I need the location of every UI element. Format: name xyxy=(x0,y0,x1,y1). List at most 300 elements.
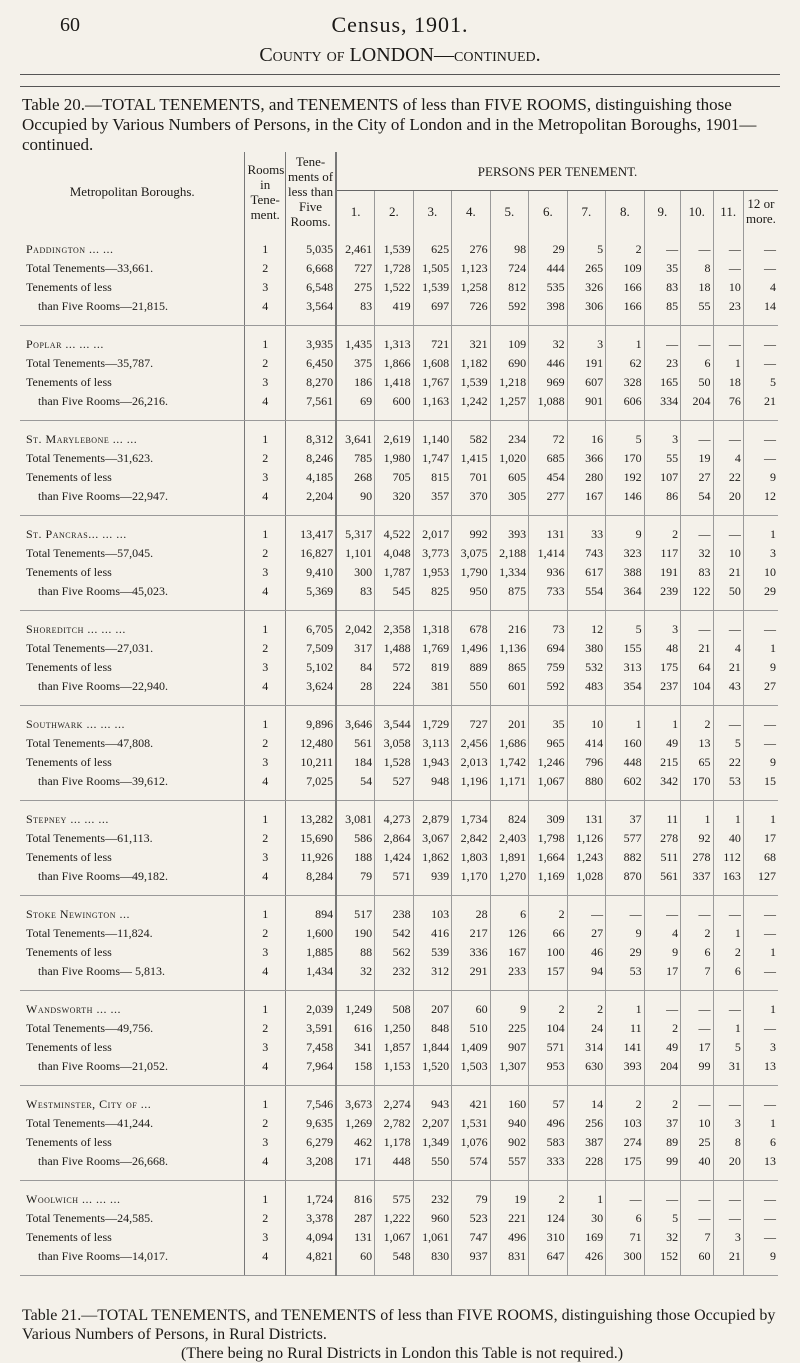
table-row xyxy=(20,1190,778,1209)
spacer-cell xyxy=(681,421,713,431)
persons-12-cell: 14 xyxy=(743,297,778,316)
persons-5-cell: 907 xyxy=(490,1038,529,1057)
spacer-cell xyxy=(713,601,743,611)
persons-2-cell: 238 xyxy=(375,905,414,924)
running-title: Census, 1901. xyxy=(331,12,469,37)
persons-4-cell: 1,123 xyxy=(452,259,491,278)
spacer-cell xyxy=(606,506,645,516)
persons-1-cell: 3,641 xyxy=(336,430,375,449)
rooms-cell: 4 xyxy=(245,392,286,411)
persons-5-cell: 109 xyxy=(490,335,529,354)
row-spacer xyxy=(20,886,778,896)
persons-5-cell: 601 xyxy=(490,677,529,696)
borough-label xyxy=(20,449,245,468)
spacer-cell xyxy=(245,231,286,240)
borough-label xyxy=(20,848,245,867)
persons-4-cell: 321 xyxy=(452,335,491,354)
persons-10-cell: — xyxy=(681,620,713,639)
persons-12-cell: — xyxy=(743,354,778,373)
persons-7-cell: — xyxy=(567,905,606,924)
table-row xyxy=(20,335,778,354)
spacer-cell xyxy=(285,1266,336,1276)
persons-12-cell: 9 xyxy=(743,658,778,677)
spacer-cell xyxy=(529,411,568,421)
borough-label xyxy=(20,544,245,563)
persons-10-cell: 17 xyxy=(681,1038,713,1057)
persons-8-cell: 146 xyxy=(606,487,645,506)
tenements-cell: 6,450 xyxy=(285,354,336,373)
table-row xyxy=(20,943,778,962)
borough-label xyxy=(20,639,245,658)
persons-2-cell: 448 xyxy=(375,1152,414,1171)
spacer-cell xyxy=(490,801,529,811)
spacer-cell xyxy=(713,1086,743,1096)
spacer-cell xyxy=(681,1171,713,1181)
persons-5-cell: 1,020 xyxy=(490,449,529,468)
persons-6-cell: 592 xyxy=(529,677,568,696)
persons-3-cell: 1,608 xyxy=(413,354,452,373)
row-spacer xyxy=(20,791,778,801)
borough-label xyxy=(20,734,245,753)
persons-6-cell: 685 xyxy=(529,449,568,468)
table-row xyxy=(20,240,778,259)
spacer-cell xyxy=(336,1076,375,1086)
persons-3-cell: 1,349 xyxy=(413,1133,452,1152)
spacer-cell xyxy=(285,791,336,801)
spacer-cell xyxy=(644,506,680,516)
spacer-cell xyxy=(743,516,778,526)
persons-5-cell: 1,742 xyxy=(490,753,529,772)
persons-5-cell: 9 xyxy=(490,1000,529,1019)
persons-9-cell: 32 xyxy=(644,1228,680,1247)
persons-10-cell: 25 xyxy=(681,1133,713,1152)
spacer-cell xyxy=(567,981,606,991)
borough-label xyxy=(20,1057,245,1076)
persons-6-cell: 733 xyxy=(529,582,568,601)
persons-3-cell: 3,113 xyxy=(413,734,452,753)
spacer-cell xyxy=(375,981,414,991)
spacer-cell xyxy=(452,611,491,621)
persons-9-cell: 11 xyxy=(644,810,680,829)
persons-7-cell: 314 xyxy=(567,1038,606,1057)
spacer-cell xyxy=(606,411,645,421)
persons-10-cell: 8 xyxy=(681,259,713,278)
persons-11-cell: — xyxy=(713,1095,743,1114)
spacer-cell xyxy=(413,1266,452,1276)
row-spacer xyxy=(20,706,778,716)
spacer-cell xyxy=(413,316,452,326)
persons-9-cell: 17 xyxy=(644,962,680,981)
persons-1-cell: 727 xyxy=(336,259,375,278)
persons-3-cell: 207 xyxy=(413,1000,452,1019)
persons-4-cell: 950 xyxy=(452,582,491,601)
spacer-cell xyxy=(245,991,286,1001)
spacer-cell xyxy=(336,506,375,516)
borough-label xyxy=(20,753,245,772)
persons-6-cell: 73 xyxy=(529,620,568,639)
persons-1-cell: 171 xyxy=(336,1152,375,1171)
spacer-cell xyxy=(681,896,713,906)
persons-9-cell: 117 xyxy=(644,544,680,563)
persons-9-cell: 3 xyxy=(644,430,680,449)
persons-5-cell: 225 xyxy=(490,1019,529,1038)
persons-2-cell: 548 xyxy=(375,1247,414,1266)
persons-5-cell: 831 xyxy=(490,1247,529,1266)
persons-5-cell: 233 xyxy=(490,962,529,981)
col-persons-4: 4. xyxy=(452,191,491,232)
spacer-cell xyxy=(285,1181,336,1191)
spacer-cell xyxy=(336,991,375,1001)
spacer-cell xyxy=(452,981,491,991)
spacer-cell xyxy=(20,611,245,621)
spacer-cell xyxy=(644,706,680,716)
persons-4-cell: 1,170 xyxy=(452,867,491,886)
spacer-cell xyxy=(285,1076,336,1086)
persons-12-cell: 1 xyxy=(743,810,778,829)
spacer-cell xyxy=(644,1086,680,1096)
persons-1-cell: 186 xyxy=(336,373,375,392)
persons-8-cell: 170 xyxy=(606,449,645,468)
persons-5-cell: 1,307 xyxy=(490,1057,529,1076)
spacer-cell xyxy=(245,696,286,706)
borough-label xyxy=(20,468,245,487)
spacer-cell xyxy=(743,886,778,896)
spacer-cell xyxy=(245,1171,286,1181)
persons-7-cell: 743 xyxy=(567,544,606,563)
persons-11-cell: — xyxy=(713,905,743,924)
persons-9-cell: — xyxy=(644,1190,680,1209)
persons-12-cell: — xyxy=(743,240,778,259)
persons-10-cell: — xyxy=(681,335,713,354)
spacer-cell xyxy=(567,896,606,906)
spacer-cell xyxy=(713,1266,743,1276)
persons-7-cell: 169 xyxy=(567,1228,606,1247)
tenements-cell: 13,282 xyxy=(285,810,336,829)
persons-4-cell: 1,076 xyxy=(452,1133,491,1152)
spacer-cell xyxy=(743,421,778,431)
persons-6-cell: 454 xyxy=(529,468,568,487)
persons-8-cell: — xyxy=(606,905,645,924)
persons-12-cell: — xyxy=(743,335,778,354)
persons-8-cell: 71 xyxy=(606,1228,645,1247)
spacer-cell xyxy=(452,1181,491,1191)
persons-2-cell: 575 xyxy=(375,1190,414,1209)
borough-total-line: Tenements of less xyxy=(26,945,112,959)
spacer-cell xyxy=(567,1086,606,1096)
persons-1-cell: 60 xyxy=(336,1247,375,1266)
persons-1-cell: 88 xyxy=(336,943,375,962)
borough-label xyxy=(20,943,245,962)
spacer-cell xyxy=(20,326,245,336)
spacer-cell xyxy=(681,611,713,621)
spacer-cell xyxy=(567,326,606,336)
tenements-cell: 3,378 xyxy=(285,1209,336,1228)
spacer-cell xyxy=(681,316,713,326)
persons-8-cell: 300 xyxy=(606,1247,645,1266)
persons-11-cell: 22 xyxy=(713,468,743,487)
persons-2-cell: 1,067 xyxy=(375,1228,414,1247)
tenements-cell: 1,724 xyxy=(285,1190,336,1209)
table-row xyxy=(20,1038,778,1057)
persons-7-cell: 414 xyxy=(567,734,606,753)
persons-3-cell: 1,061 xyxy=(413,1228,452,1247)
borough-label xyxy=(20,1114,245,1133)
borough-name: Poplar ... ... ... xyxy=(26,337,104,351)
spacer-cell xyxy=(452,326,491,336)
spacer-cell xyxy=(713,991,743,1001)
spacer-cell xyxy=(375,886,414,896)
tenements-cell: 3,564 xyxy=(285,297,336,316)
spacer-cell xyxy=(529,1086,568,1096)
table-row xyxy=(20,1152,778,1171)
persons-9-cell: 99 xyxy=(644,1152,680,1171)
persons-9-cell: 2 xyxy=(644,525,680,544)
borough-name: Westminster, City of ... xyxy=(26,1097,152,1111)
persons-5-cell: 1,171 xyxy=(490,772,529,791)
persons-1-cell: 517 xyxy=(336,905,375,924)
spacer-cell xyxy=(681,516,713,526)
persons-1-cell: 5,317 xyxy=(336,525,375,544)
spacer-cell xyxy=(413,991,452,1001)
persons-3-cell: 312 xyxy=(413,962,452,981)
spacer-cell xyxy=(644,896,680,906)
persons-7-cell: 10 xyxy=(567,715,606,734)
spacer-cell xyxy=(644,991,680,1001)
spacer-cell xyxy=(681,981,713,991)
spacer-cell xyxy=(681,801,713,811)
tenements-cell: 3,624 xyxy=(285,677,336,696)
persons-10-cell: 50 xyxy=(681,373,713,392)
spacer-cell xyxy=(606,981,645,991)
borough-total-line: Total Tenements—57,045. xyxy=(26,546,154,560)
tenements-cell: 7,546 xyxy=(285,1095,336,1114)
spacer-cell xyxy=(606,516,645,526)
tenements-cell: 1,434 xyxy=(285,962,336,981)
persons-6-cell: 1,798 xyxy=(529,829,568,848)
tenements-cell: 16,827 xyxy=(285,544,336,563)
table-row xyxy=(20,677,778,696)
rooms-cell: 2 xyxy=(245,354,286,373)
spacer-cell xyxy=(681,886,713,896)
spacer-cell xyxy=(606,421,645,431)
table-row xyxy=(20,259,778,278)
spacer-cell xyxy=(20,991,245,1001)
spacer-cell xyxy=(490,696,529,706)
persons-6-cell: 157 xyxy=(529,962,568,981)
borough-label xyxy=(20,1209,245,1228)
spacer-cell xyxy=(452,1086,491,1096)
spacer-cell xyxy=(529,326,568,336)
persons-4-cell: 726 xyxy=(452,297,491,316)
persons-2-cell: 1,424 xyxy=(375,848,414,867)
spacer-cell xyxy=(490,411,529,421)
persons-6-cell: 583 xyxy=(529,1133,568,1152)
spacer-cell xyxy=(336,611,375,621)
persons-11-cell: 4 xyxy=(713,639,743,658)
persons-12-cell: 3 xyxy=(743,544,778,563)
spacer-cell xyxy=(285,601,336,611)
persons-1-cell: 32 xyxy=(336,962,375,981)
persons-1-cell: 341 xyxy=(336,1038,375,1057)
persons-4-cell: 1,531 xyxy=(452,1114,491,1133)
persons-3-cell: 1,729 xyxy=(413,715,452,734)
spacer-cell xyxy=(713,316,743,326)
persons-1-cell: 158 xyxy=(336,1057,375,1076)
rooms-cell: 2 xyxy=(245,829,286,848)
spacer-cell xyxy=(245,1076,286,1086)
persons-11-cell: 53 xyxy=(713,772,743,791)
table-row xyxy=(20,297,778,316)
persons-11-cell: 3 xyxy=(713,1114,743,1133)
persons-6-cell: 936 xyxy=(529,563,568,582)
spacer-cell xyxy=(413,601,452,611)
persons-4-cell: 28 xyxy=(452,905,491,924)
persons-4-cell: 421 xyxy=(452,1095,491,1114)
spacer-cell xyxy=(644,801,680,811)
persons-4-cell: 1,196 xyxy=(452,772,491,791)
persons-3-cell: 1,862 xyxy=(413,848,452,867)
spacer-cell xyxy=(681,706,713,716)
row-spacer xyxy=(20,801,778,811)
row-spacer xyxy=(20,326,778,336)
persons-3-cell: 721 xyxy=(413,335,452,354)
persons-7-cell: 532 xyxy=(567,658,606,677)
tenements-cell: 7,458 xyxy=(285,1038,336,1057)
spacer-cell xyxy=(681,991,713,1001)
spacer-cell xyxy=(713,801,743,811)
spacer-cell xyxy=(413,706,452,716)
persons-4-cell: 550 xyxy=(452,677,491,696)
borough-label xyxy=(20,430,245,449)
persons-4-cell: 937 xyxy=(452,1247,491,1266)
spacer-cell xyxy=(375,316,414,326)
persons-3-cell: 830 xyxy=(413,1247,452,1266)
spacer-cell xyxy=(529,611,568,621)
spacer-cell xyxy=(413,1076,452,1086)
spacer-cell xyxy=(413,791,452,801)
persons-8-cell: 53 xyxy=(606,962,645,981)
persons-5-cell: 98 xyxy=(490,240,529,259)
persons-11-cell: 4 xyxy=(713,449,743,468)
spacer-cell xyxy=(245,1086,286,1096)
persons-5-cell: 126 xyxy=(490,924,529,943)
borough-total-line: Tenements of less xyxy=(26,1040,112,1054)
spacer-cell xyxy=(413,411,452,421)
persons-4-cell: 370 xyxy=(452,487,491,506)
table-row xyxy=(20,1000,778,1019)
spacer-cell xyxy=(606,611,645,621)
persons-4-cell: 523 xyxy=(452,1209,491,1228)
spacer-cell xyxy=(529,696,568,706)
persons-9-cell: 35 xyxy=(644,259,680,278)
persons-9-cell: 237 xyxy=(644,677,680,696)
spacer-cell xyxy=(743,1086,778,1096)
persons-9-cell: 49 xyxy=(644,1038,680,1057)
rooms-cell: 4 xyxy=(245,1152,286,1171)
persons-6-cell: 32 xyxy=(529,335,568,354)
persons-1-cell: 2,461 xyxy=(336,240,375,259)
persons-11-cell: — xyxy=(713,259,743,278)
table-row xyxy=(20,924,778,943)
persons-8-cell: 274 xyxy=(606,1133,645,1152)
persons-7-cell: 265 xyxy=(567,259,606,278)
persons-9-cell: 1 xyxy=(644,715,680,734)
borough-label xyxy=(20,1247,245,1266)
persons-5-cell: 557 xyxy=(490,1152,529,1171)
spacer-cell xyxy=(336,696,375,706)
persons-4-cell: 1,803 xyxy=(452,848,491,867)
persons-4-cell: 582 xyxy=(452,430,491,449)
persons-3-cell: 103 xyxy=(413,905,452,924)
borough-label xyxy=(20,1095,245,1114)
persons-8-cell: 313 xyxy=(606,658,645,677)
persons-5-cell: 167 xyxy=(490,943,529,962)
persons-10-cell: 19 xyxy=(681,449,713,468)
spacer-cell xyxy=(375,1076,414,1086)
spacer-cell xyxy=(452,411,491,421)
row-spacer xyxy=(20,611,778,621)
spacer-cell xyxy=(567,696,606,706)
tenements-cell: 3,591 xyxy=(285,1019,336,1038)
persons-7-cell: 630 xyxy=(567,1057,606,1076)
persons-6-cell: 759 xyxy=(529,658,568,677)
borough-name: Shoreditch ... ... ... xyxy=(26,622,126,636)
borough-total-line: Tenements of less xyxy=(26,660,112,674)
persons-10-cell: 10 xyxy=(681,1114,713,1133)
persons-3-cell: 381 xyxy=(413,677,452,696)
row-spacer xyxy=(20,696,778,706)
spacer-cell xyxy=(490,1171,529,1181)
rooms-cell: 4 xyxy=(245,1247,286,1266)
col-persons-5: 5. xyxy=(490,191,529,232)
spacer-cell xyxy=(490,421,529,431)
persons-11-cell: 21 xyxy=(713,1247,743,1266)
persons-9-cell: 152 xyxy=(644,1247,680,1266)
persons-9-cell: 37 xyxy=(644,1114,680,1133)
col-persons-10: 10. xyxy=(681,191,713,232)
spacer-cell xyxy=(606,1086,645,1096)
spacer-cell xyxy=(375,801,414,811)
persons-12-cell: — xyxy=(743,1019,778,1038)
col-persons-11: 11. xyxy=(713,191,743,232)
spacer-cell xyxy=(567,801,606,811)
footer xyxy=(22,1306,782,1363)
spacer-cell xyxy=(644,611,680,621)
persons-6-cell: 1,414 xyxy=(529,544,568,563)
persons-12-cell: 68 xyxy=(743,848,778,867)
persons-2-cell: 705 xyxy=(375,468,414,487)
spacer-cell xyxy=(490,791,529,801)
persons-7-cell: 167 xyxy=(567,487,606,506)
persons-5-cell: 1,270 xyxy=(490,867,529,886)
persons-1-cell: 816 xyxy=(336,1190,375,1209)
persons-8-cell: — xyxy=(606,1190,645,1209)
spacer-cell xyxy=(452,1076,491,1086)
persons-8-cell: 103 xyxy=(606,1114,645,1133)
persons-5-cell: 1,334 xyxy=(490,563,529,582)
spacer-cell xyxy=(336,1181,375,1191)
borough-total-line: Tenements of less xyxy=(26,850,112,864)
persons-7-cell: 280 xyxy=(567,468,606,487)
persons-11-cell: 18 xyxy=(713,373,743,392)
persons-7-cell: 228 xyxy=(567,1152,606,1171)
persons-3-cell: 1,943 xyxy=(413,753,452,772)
persons-10-cell: 40 xyxy=(681,1152,713,1171)
persons-6-cell: 309 xyxy=(529,810,568,829)
row-spacer xyxy=(20,1181,778,1191)
spacer-cell xyxy=(375,991,414,1001)
spacer-cell xyxy=(743,1181,778,1191)
